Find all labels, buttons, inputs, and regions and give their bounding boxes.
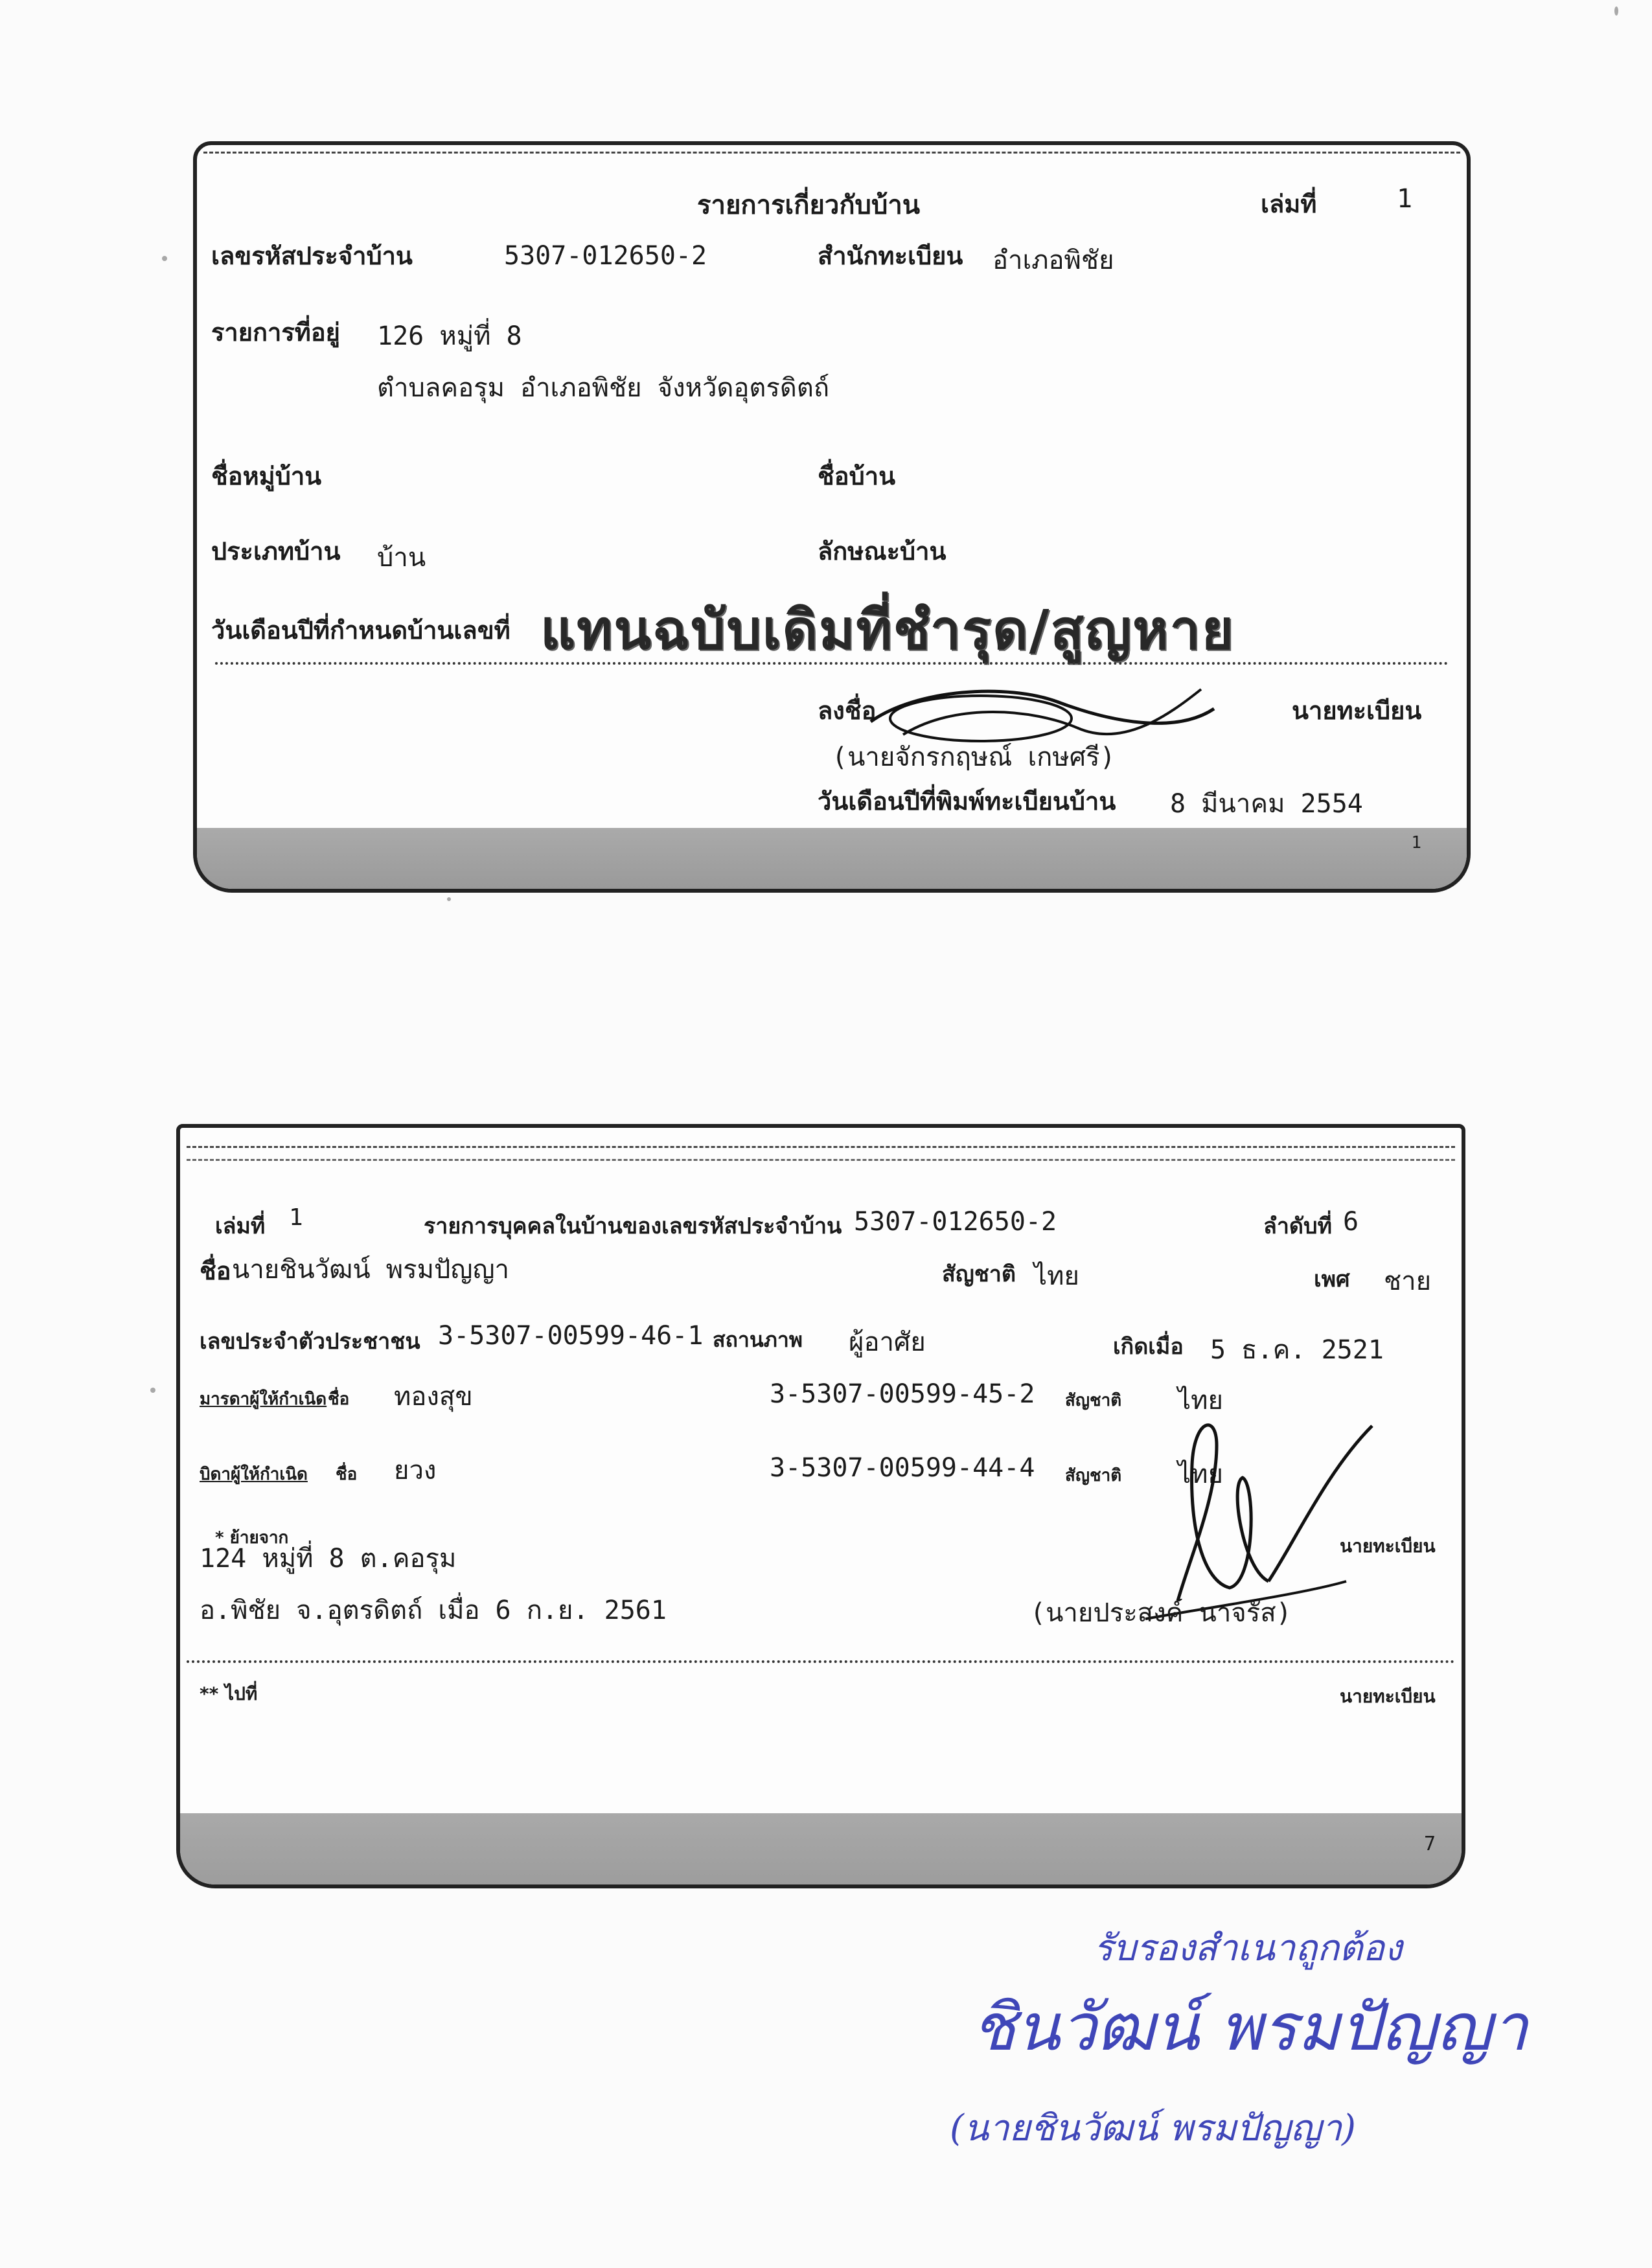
mother-nationality-label: สัญชาติ xyxy=(1065,1391,1122,1410)
volume-label: เล่มที่ xyxy=(215,1213,266,1239)
scan-speck xyxy=(150,1388,155,1393)
house-code-label: เลขรหัสประจำบ้าน xyxy=(211,242,413,270)
page-number: 1 xyxy=(1411,833,1421,853)
id-label: เลขประจำตัวประชาชน xyxy=(200,1329,420,1355)
address-line-2: ตำบลคอรุม อำเภอพิชัย จังหวัดอุตรดิตถ์ xyxy=(377,373,830,403)
volume-value: 1 xyxy=(289,1204,303,1231)
order-value: 6 xyxy=(1343,1207,1359,1237)
village-name-label: ชื่อหมู่บ้าน xyxy=(211,462,322,490)
registrar-signature xyxy=(1132,1387,1379,1620)
father-name: ยวง xyxy=(394,1456,437,1485)
card-bottom-shade xyxy=(180,1813,1462,1884)
father-nationality-label: สัญชาติ xyxy=(1065,1466,1122,1485)
card-top-border xyxy=(203,152,1460,154)
father-id: 3-5307-00599-44-4 xyxy=(770,1453,1035,1483)
card-title: รายการบุคคลในบ้านของเลขรหัสประจำบ้าน xyxy=(424,1213,842,1239)
card-top-border-inner xyxy=(187,1159,1455,1161)
house-character-label: ลักษณะบ้าน xyxy=(818,537,946,566)
handwritten-signature: ชินวัฒน์ พรมปัญญา xyxy=(972,1989,1528,2065)
moved-from-line-2: อ.พิชัย จ.อุตรดิตถ์ เมื่อ 6 ก.ย. 2561 xyxy=(200,1596,667,1625)
moved-to-label: ** ไปที่ xyxy=(200,1683,258,1704)
sex-value: ชาย xyxy=(1384,1266,1432,1296)
registrar-name: (นายจักรกฤษณ์ เกษศรี) xyxy=(832,742,1116,772)
volume-label: เล่มที่ xyxy=(1261,190,1317,218)
scan-speck xyxy=(447,897,451,901)
person-details-card xyxy=(176,1124,1465,1888)
sign-label: ลงชื่อ xyxy=(818,696,877,725)
scan-speck xyxy=(162,256,167,261)
replacement-stamp: แทนฉบับเดิมที่ชำรุด/สูญหาย xyxy=(540,598,1235,661)
nationality-label: สัญชาติ xyxy=(942,1261,1016,1287)
print-date-value: 8 มีนาคม 2554 xyxy=(1170,789,1363,819)
father-name-label: ชื่อ xyxy=(336,1465,358,1484)
scan-speck xyxy=(1614,6,1618,16)
order-label: ลำดับที่ xyxy=(1263,1213,1333,1239)
id-value: 3-5307-00599-46-1 xyxy=(438,1321,704,1351)
house-details-card xyxy=(193,141,1471,893)
moved-from-label: * ย้ายจาก xyxy=(215,1528,289,1548)
page-number: 7 xyxy=(1423,1833,1436,1855)
mother-name: ทองสุข xyxy=(394,1382,473,1412)
status-label: สถานภาพ xyxy=(713,1327,803,1352)
house-type-value: บ้าน xyxy=(377,543,426,573)
house-name-label: ชื่อบ้าน xyxy=(818,462,896,490)
registry-office-value: อำเภอพิชัย xyxy=(992,246,1114,275)
name-label: ชื่อ xyxy=(200,1257,231,1285)
mother-name-label: ชื่อ xyxy=(328,1390,350,1409)
father-label: บิดาผู้ให้กำเนิด xyxy=(200,1465,308,1484)
nationality-value: ไทย xyxy=(1034,1261,1079,1291)
house-code-value: 5307-012650-2 xyxy=(504,241,707,271)
moved-from-line-1: 124 หมู่ที่ 8 ต.คอรุม xyxy=(200,1544,457,1574)
card-bottom-shade xyxy=(197,828,1467,889)
house-code-value: 5307-012650-2 xyxy=(854,1207,1057,1237)
house-type-label: ประเภทบ้าน xyxy=(211,537,341,566)
born-label: เกิดเมื่อ xyxy=(1113,1334,1184,1360)
handwritten-printed-name: (นายชินวัฒน์ พรมปัญญา) xyxy=(950,2107,1356,2149)
mother-id: 3-5307-00599-45-2 xyxy=(770,1379,1035,1409)
person-name: นายชินวัฒน์ พรมปัญญา xyxy=(232,1255,509,1285)
address-label: รายการที่อยู่ xyxy=(211,318,340,347)
registry-office-label: สำนักทะเบียน xyxy=(818,242,963,270)
card-top-border xyxy=(187,1146,1455,1148)
father-nationality: ไทย xyxy=(1178,1460,1223,1489)
mother-label: มารดาผู้ให้กำเนิด xyxy=(200,1390,327,1409)
status-value: ผู้อาศัย xyxy=(849,1327,926,1357)
date-assigned-label: วันเดือนปีที่กำหนดบ้านเลขที่ xyxy=(211,616,511,645)
sex-label: เพศ xyxy=(1314,1266,1350,1292)
registrar-label-2: นายทะเบียน xyxy=(1340,1686,1436,1707)
born-value: 5 ธ.ค. 2521 xyxy=(1210,1335,1384,1365)
address-line-1: 126 หมู่ที่ 8 xyxy=(377,321,522,351)
dotted-divider xyxy=(187,1660,1455,1663)
volume-value: 1 xyxy=(1397,184,1413,214)
card-title: รายการเกี่ยวกับบ้าน xyxy=(697,190,921,220)
mother-nationality: ไทย xyxy=(1178,1386,1223,1415)
registrar-label-1: นายทะเบียน xyxy=(1340,1535,1436,1557)
dotted-divider xyxy=(215,662,1449,665)
registrar-label: นายทะเบียน xyxy=(1292,696,1422,725)
registrar-name: (นายประสงค์ นาจรัส) xyxy=(1030,1598,1292,1628)
print-date-label: วันเดือนปีที่พิมพ์ทะเบียนบ้าน xyxy=(818,787,1116,816)
certified-copy-handwriting: รับรองสำเนาถูกต้อง xyxy=(1094,1927,1403,1969)
